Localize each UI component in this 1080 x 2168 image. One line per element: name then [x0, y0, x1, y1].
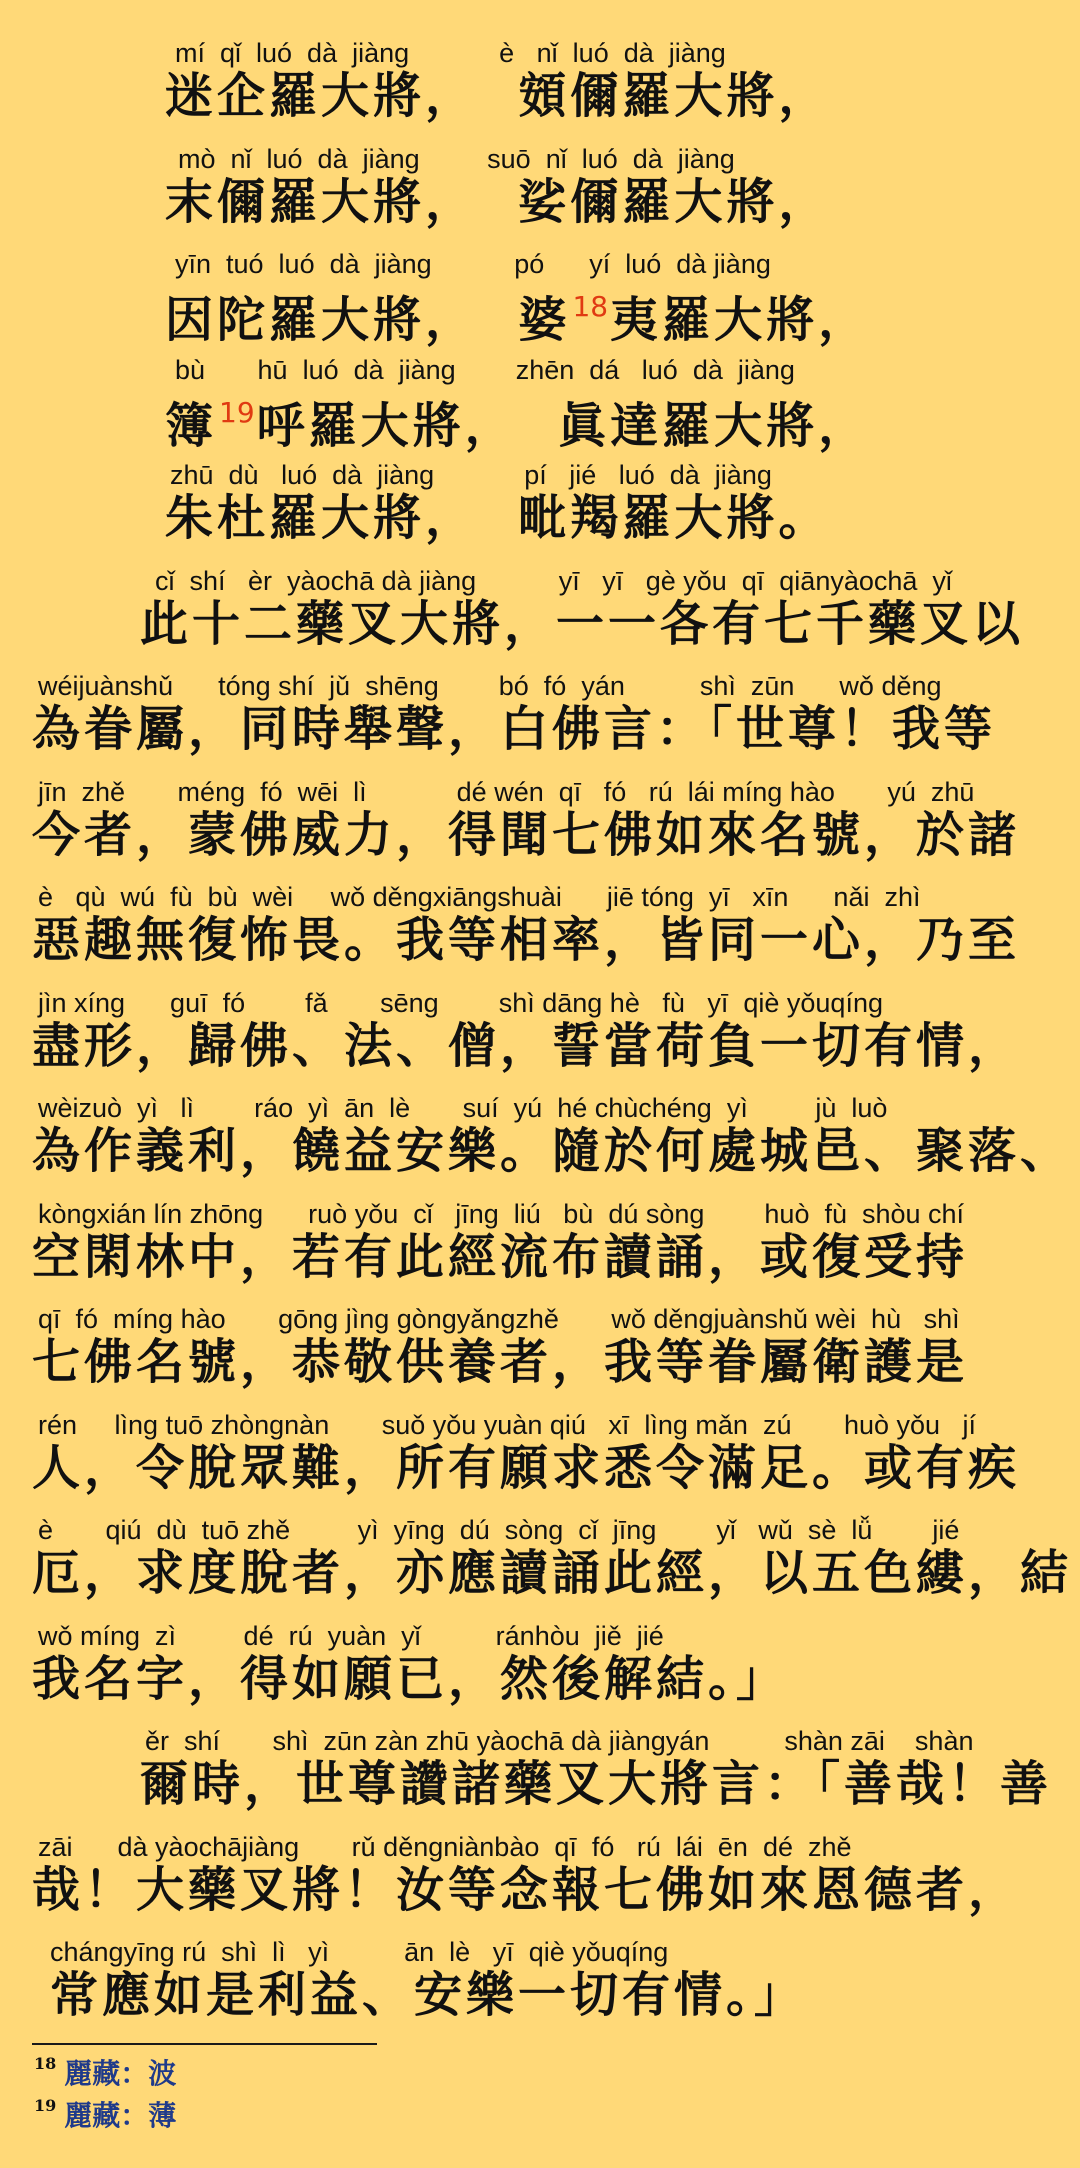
hanzi-segment: 七佛名號，恭敬供養者，我等眷屬衛護是: [32, 1334, 969, 1390]
hanzi-segment: 為眷屬，同時舉聲，白佛言：「世尊！我等: [32, 701, 997, 757]
hanzi-segment: 迷企羅大將， 頞儞羅大將，: [165, 68, 831, 124]
verse-line: [0, 249, 1080, 349]
pinyin-line: zhū dù luó dà jiàng pí jié luó dà jiàng: [170, 460, 772, 490]
footnote-18: [34, 2052, 176, 2092]
footnote-divider: [32, 2043, 377, 2045]
hanzi-segment: 末儞羅大將， 娑儞羅大將，: [165, 173, 831, 230]
hanzi-segment: 爾時，世尊讚諸藥叉大將言：「善哉！善: [140, 1756, 1053, 1812]
pinyin-line: wǒ míng zì dé rú yuàn yǐ ránhòu jiě jié: [38, 1620, 664, 1651]
hanzi-line: [140, 1756, 1052, 1812]
verse-line: [0, 988, 1080, 1088]
verse-line: [0, 1515, 1080, 1615]
hanzi-segment: 常應如是利益、安樂一切有情。」: [50, 1967, 807, 2023]
footnote-19: [34, 2094, 176, 2134]
verse-line: [0, 1832, 1080, 1932]
hanzi-line: [165, 490, 830, 546]
verse-line: [0, 1621, 1080, 1721]
verse-line: [0, 460, 1080, 560]
pinyin-line: zāi dà yàochājiàng rǔ děngniànbào qī fó rú lái ēn dé zhě: [38, 1831, 852, 1862]
footnote-text: 麗藏：波: [64, 2057, 177, 2090]
hanzi-segment: 哉！大藥叉將！汝等念報七佛如來恩德者，: [32, 1861, 1021, 1918]
pinyin-line: è qiú dù tuō zhě yì yīng dú sòng cǐ jīng yǐ wǔ sè lǚ jié: [38, 1515, 960, 1545]
pinyin-line: wèizuò yì lì ráo yì ān lè suí yú hé chùchéng yì jù luò: [38, 1093, 888, 1123]
pinyin-line: chángyīng rú shì lì yì ān lè yī qiè yǒuqíng: [50, 1937, 669, 1967]
hanzi-segment: 朱杜羅大將， 毗羯羅大將。: [165, 490, 831, 546]
pinyin-line: wéijuànshǔ tóng shí jǔ shēng bó fó yán shì zūn wǒ děng: [38, 671, 942, 701]
footnote-marker: 19: [219, 395, 255, 429]
hanzi-line: [32, 1334, 968, 1390]
pinyin-line: jìn xíng guī fó fǎ sēng shì dāng hè fù yī qiè yǒuqíng: [38, 987, 883, 1018]
hanzi-line: [165, 68, 830, 124]
hanzi-line: [32, 807, 1020, 863]
hanzi-line: [165, 279, 870, 348]
verse-line: [0, 1937, 1080, 2037]
verse-line: [0, 1199, 1080, 1299]
hanzi-segment: 簿: [165, 397, 218, 454]
verse-line: [0, 144, 1080, 244]
verse-line: [0, 355, 1080, 455]
verse-line: [0, 1726, 1080, 1826]
hanzi-segment: 今者，蒙佛威力，得聞七佛如來名號，於諸: [32, 806, 1021, 863]
pinyin-line: mí qǐ luó dà jiàng è nǐ luó dà jiàng: [175, 38, 726, 68]
footnote-text: 麗藏：薄: [64, 2099, 177, 2132]
hanzi-line: [32, 912, 1020, 968]
verse-line: [0, 1410, 1080, 1510]
hanzi-line: [32, 1440, 1020, 1496]
hanzi-line: [32, 1862, 1020, 1918]
pinyin-line: rén lìng tuō zhòngnàn suǒ yǒu yuàn qiú xī lìng mǎn zú huò yǒu jí: [38, 1409, 977, 1440]
verse-line: [0, 777, 1080, 877]
hanzi-segment: 我名字，得如願已，然後解結。」: [32, 1650, 789, 1707]
hanzi-line: [165, 174, 830, 230]
hanzi-segment: 空閑林中，若有此經流布讀誦，或復受持: [32, 1228, 969, 1285]
footnote-number: 19: [34, 2096, 57, 2115]
hanzi-line: [32, 1018, 1020, 1074]
pinyin-line: yīn tuó luó dà jiàng pó yí luó dà jiàng: [175, 249, 771, 279]
hanzi-segment: 因陀羅大將， 婆: [165, 292, 571, 348]
footnote-number: 18: [34, 2054, 57, 2073]
pinyin-line: kòngxián lín zhōng ruò yǒu cǐ jīng liú bù dú sòng huò fù shòu chí: [38, 1198, 965, 1229]
verse-line: [0, 671, 1080, 771]
pinyin-line: jīn zhě méng fó wēi lì dé wén qī fó rú lái míng hào yú zhū: [38, 776, 975, 807]
footnote-marker: 18: [572, 290, 609, 323]
hanzi-line: [50, 1967, 806, 2023]
pinyin-line: cǐ shí èr yàochā dà jiàng yī yī gè yǒu qī qiānyàochā yǐ: [155, 565, 952, 596]
pinyin-line: bù hū luó dà jiàng zhēn dá luó dà jiàng: [175, 354, 795, 385]
verse-line: [0, 566, 1080, 666]
hanzi-line: [32, 1651, 788, 1707]
hanzi-segment: 人，令脫眾難，所有願求悉令滿足。或有疾: [32, 1439, 1021, 1496]
hanzi-line: [32, 1229, 968, 1285]
hanzi-segment: 厄，求度脫者，亦應讀誦此經，以五色縷，結: [32, 1545, 1073, 1601]
pinyin-line: ěr shí shì zūn zàn zhū yàochā dà jiàngyán shàn zāi shàn: [145, 1726, 974, 1756]
verse-line: [0, 1093, 1080, 1193]
pinyin-line: qī fó míng hào gōng jìng gòngyǎngzhě wǒ děngjuànshǔ wèi hù shì: [38, 1304, 960, 1334]
hanzi-line: [32, 1545, 1072, 1601]
hanzi-line: [165, 385, 870, 454]
pinyin-line: mò nǐ luó dà jiàng suō nǐ luó dà jiàng: [178, 143, 735, 174]
hanzi-segment: 夷羅大將，: [610, 292, 871, 348]
pinyin-line: è qù wú fù bù wèi wǒ děngxiāngshuài jiē tóng yī xīn nǎi zhì: [38, 882, 921, 912]
verse-line: [0, 1304, 1080, 1404]
hanzi-line: [32, 701, 996, 757]
hanzi-segment: 呼羅大將， 眞達羅大將，: [256, 397, 871, 454]
hanzi-line: [140, 596, 1024, 652]
verse-line: [0, 882, 1080, 982]
hanzi-segment: 惡趣無復怖畏。我等相率，皆同一心，乃至: [32, 912, 1021, 968]
verse-line: [0, 38, 1080, 138]
hanzi-line: [32, 1123, 1072, 1179]
hanzi-segment: 此十二藥叉大將，一一各有七千藥叉以: [140, 595, 1025, 652]
hanzi-segment: 盡形，歸佛、法、僧，誓當荷負一切有情，: [32, 1017, 1021, 1074]
hanzi-segment: 為作義利，饒益安樂。隨於何處城邑、聚落、: [32, 1123, 1073, 1179]
